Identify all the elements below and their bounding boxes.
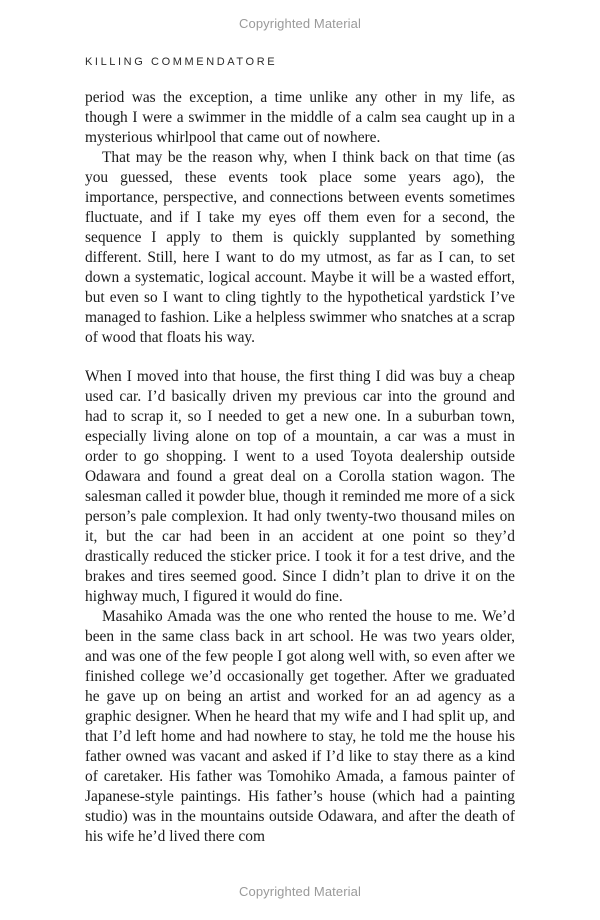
- section-two: [85, 367, 515, 847]
- paragraph: period was the exception, a time unlike any other in my life, as though I were a swimmer in the middle of a calm sea caught up in a mysterious whirlpool that came out of nowhere.: [85, 89, 515, 146]
- copyright-watermark-bottom: Copyrighted Material: [239, 884, 361, 899]
- paragraph: Masahiko Amada was the one who rented the house to me. We’d been in the same class back in art school. He was two years older, and was one of the few people I got along well with, so even after we finished college we’d occasionally get together. After we graduated he gave up on being an artist and worked for an ad agency as a graphic designer. When he heard that my wife and I had split up, and that I’d left home and had nowhere to stay, he told me the house his father owned was vacant and asked if I’d like to stay there as a kind of caretaker. His father was Tomohiko Amada, a famous painter of Japanese-style paintings. His father’s house (which had a painting studio) was in the mountains outside Odawara, and after the death of his wife he’d lived there com: [85, 608, 515, 845]
- section-one: [85, 88, 515, 348]
- paragraph: That may be the reason why, when I think back on that time (as you guessed, these events took place some years ago), the importance, perspective, and connections between events sometimes fluctuate, and if I take my eyes off them even for a second, the sequence I apply to them is quickly supplanted by something different. Still, here I want to do my utmost, as far as I can, to set down a systematic, logical account. Maybe it will be a wasted effort, but even so I want to cling tightly to the hypothetical yardstick I’ve managed to fashion. Like a helpless swimmer who snatches at a scrap of wood that floats his way.: [85, 149, 515, 346]
- running-head: KILLING COMMENDATORE: [85, 56, 278, 68]
- copyright-watermark-top: Copyrighted Material: [239, 16, 361, 31]
- paragraph: When I moved into that house, the first thing I did was buy a cheap used car. I’d basically driven my previous car into the ground and had to scrap it, so I needed to get a new one. In a suburban town, especially living alone on top of a mountain, a car was a must in order to go shopping. I went to a used Toyota dealership outside Odawara and found a great deal on a Corolla station wagon. The salesman called it powder blue, though it reminded me more of a sick person’s pale complexion. It had only twenty-two thousand miles on it, but the car had been in an accident at one point so they’d drastically reduced the sticker price. I took it for a test drive, and the brakes and tires seemed good. Since I didn’t plan to drive it on the highway much, I figured it would do fine.: [85, 368, 515, 605]
